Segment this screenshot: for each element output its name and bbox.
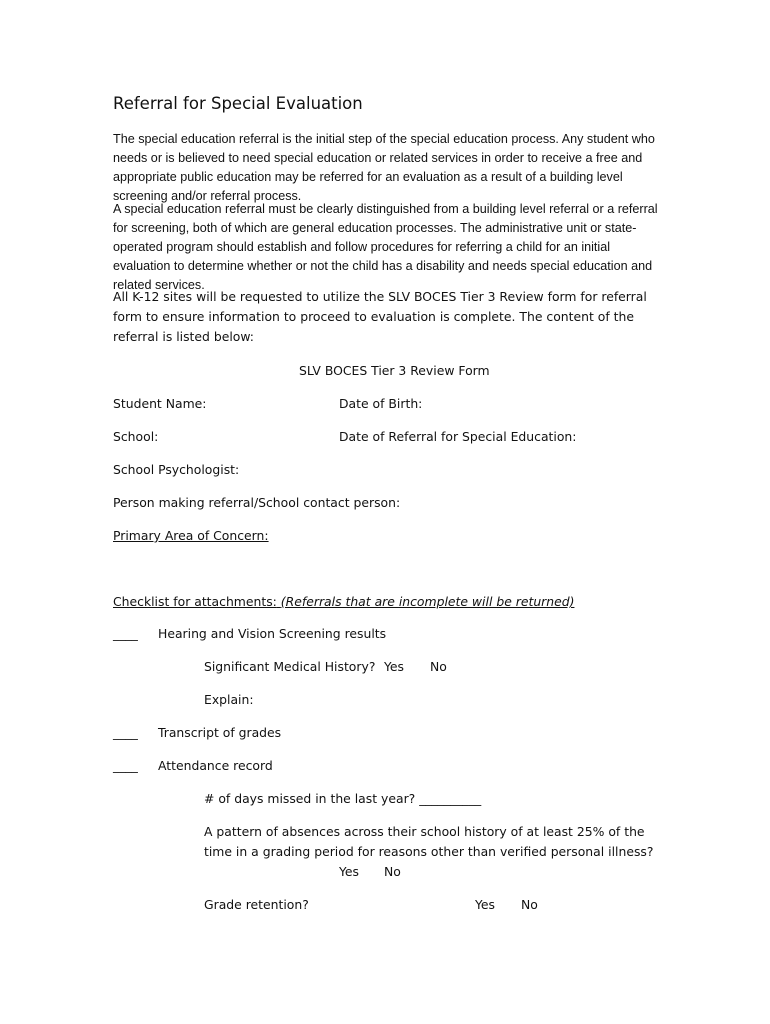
intro-paragraph-2: A special education referral must be clearly distinguished from a building level referral or a referral for screening, both of which are general education processes. The administrative unit or state-operated program should establish and follow procedures for referring a child for an initial evaluation to determine whether or not the child has a disability and needs special education and related services. (113, 202, 658, 292)
school-psychologist-label: School Psychologist: (113, 462, 240, 477)
school-label: School: (113, 429, 159, 444)
medical-history-label: Significant Medical History? (204, 659, 376, 674)
medical-history-yes: Yes (384, 659, 405, 674)
transcript-label: Transcript of grades (158, 725, 282, 740)
referral-date-label: Date of Referral for Special Education: (339, 429, 577, 444)
primary-concern-label: Primary Area of Concern: (113, 528, 269, 543)
page-title: Referral for Special Evaluation (113, 94, 363, 113)
checklist-heading-text: Checklist for attachments: (113, 594, 277, 609)
intro-paragraph-1: The special education referral is the initial step of the special education process. Any student who needs or is believed to need special education or related services in order to receive a free and appropriate public education may be referred for an evaluation as a result of a building level screening and/or referral process. (113, 132, 655, 203)
attendance-label: Attendance record (158, 758, 273, 773)
medical-history-no: No (430, 659, 447, 674)
absence-pattern-yes: Yes (339, 864, 360, 879)
absence-pattern-question: A pattern of absences across their school history of at least 25% of the time in a grading period for reasons other than verified personal illness? (204, 824, 654, 859)
checklist-heading-note: (Referrals that are incomplete will be returned) (280, 594, 575, 609)
hearing-vision-blank: ____ (113, 626, 138, 641)
intro-paragraph-3: All K-12 sites will be requested to utilize the SLV BOCES Tier 3 Review form for referral form to ensure information to proceed to evaluation is complete. The content of the referral is listed below: (113, 289, 647, 344)
hearing-vision-label: Hearing and Vision Screening results (158, 626, 387, 641)
form-title: SLV BOCES Tier 3 Review Form (299, 363, 490, 378)
absence-pattern-no: No (384, 864, 401, 879)
days-missed-label: # of days missed in the last year? __________ (204, 791, 482, 806)
checklist-heading (113, 594, 574, 609)
grade-retention-yes: Yes (475, 897, 496, 912)
date-of-birth-label: Date of Birth: (339, 396, 423, 411)
contact-person-label: Person making referral/School contact person: (113, 495, 401, 510)
transcript-blank: ____ (113, 725, 138, 740)
grade-retention-no: No (521, 897, 538, 912)
grade-retention-label: Grade retention? (204, 897, 309, 912)
explain-label: Explain: (204, 692, 254, 707)
attendance-blank: ____ (113, 758, 138, 773)
student-name-label: Student Name: (113, 396, 207, 411)
